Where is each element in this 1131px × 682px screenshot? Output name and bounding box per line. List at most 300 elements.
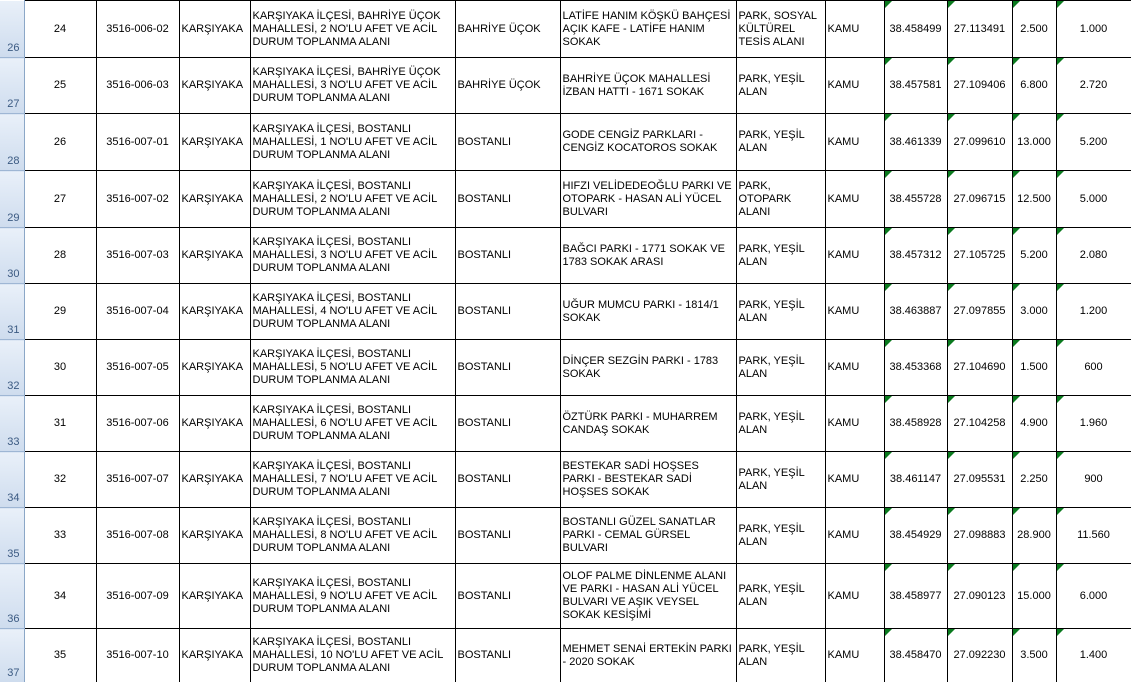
cell-description-text: KARŞIYAKA İLÇESİ, BAHRİYE ÜÇOK MAHALLESİ, 3 NO'LU AFET VE ACİL DURUM TOPLANMA ALANI xyxy=(252,66,441,104)
cell-code[interactable] xyxy=(96,228,179,284)
cell-zone-type[interactable] xyxy=(736,340,825,396)
cell-district[interactable] xyxy=(179,396,250,452)
cell-code[interactable] xyxy=(96,58,179,114)
cell-description[interactable] xyxy=(250,564,455,629)
cell-record-no-text: 31 xyxy=(53,417,67,429)
cell-longitude[interactable] xyxy=(947,629,1012,682)
cell-code[interactable] xyxy=(96,284,179,340)
cell-record-no-text: 26 xyxy=(53,135,67,148)
cell-code[interactable] xyxy=(96,629,179,682)
cell-description[interactable] xyxy=(250,396,455,452)
row-header[interactable] xyxy=(0,564,24,629)
error-indicator-icon xyxy=(1013,340,1020,347)
cell-ownership[interactable] xyxy=(825,1,884,58)
error-indicator-icon xyxy=(1057,452,1064,459)
cell-code-text: 3516-006-02 xyxy=(106,22,169,35)
cell-latitude-text: 38.458928 xyxy=(889,417,942,429)
row-header[interactable] xyxy=(0,58,24,114)
cell-longitude-text: 27.104258 xyxy=(953,417,1006,429)
cell-latitude[interactable] xyxy=(884,508,947,564)
cell-latitude[interactable] xyxy=(884,58,947,114)
error-indicator-icon xyxy=(1057,1,1064,8)
row-number: 27 xyxy=(7,98,20,110)
cell-code[interactable] xyxy=(96,171,179,228)
cell-district[interactable] xyxy=(179,114,250,171)
cell-record-no[interactable] xyxy=(24,284,96,340)
error-indicator-icon xyxy=(948,564,955,571)
row-header[interactable] xyxy=(0,1,24,58)
cell-description-text: KARŞIYAKA İLÇESİ, BOSTANLI MAHALLESİ, 6 NO'LU AFET VE ACİL DURUM TOPLANMA ALANI xyxy=(252,404,437,442)
cell-site-name[interactable] xyxy=(560,58,736,114)
cell-longitude-text: 27.096715 xyxy=(953,192,1006,205)
cell-neighborhood-text: BAHRİYE ÜÇOK xyxy=(457,22,541,35)
cell-site-name[interactable] xyxy=(560,629,736,682)
table-row xyxy=(0,114,1131,171)
cell-district[interactable] xyxy=(179,171,250,228)
cell-longitude[interactable] xyxy=(947,58,1012,114)
cell-description-text: KARŞIYAKA İLÇESİ, BOSTANLI MAHALLESİ, 2 NO'LU AFET VE ACİL DURUM TOPLANMA ALANI xyxy=(252,179,437,218)
cell-zone-type-text: PARK, YEŞİL ALAN xyxy=(738,522,805,548)
cell-neighborhood[interactable] xyxy=(455,564,560,629)
cell-zone-type[interactable] xyxy=(736,228,825,284)
cell-site-name[interactable] xyxy=(560,1,736,58)
cell-value-1[interactable] xyxy=(1012,452,1056,508)
cell-longitude-text: 27.105725 xyxy=(953,249,1006,261)
error-indicator-icon xyxy=(885,1,892,8)
cell-value-2[interactable] xyxy=(1056,452,1131,508)
error-indicator-icon xyxy=(1057,114,1064,121)
error-indicator-icon xyxy=(885,508,892,515)
cell-value-1[interactable] xyxy=(1012,564,1056,629)
cell-site-name-text: BAHRİYE ÜÇOK MAHALLESİ İZBAN HATTI - 1671 SOKAK xyxy=(562,72,711,98)
cell-value-2[interactable] xyxy=(1056,1,1131,58)
cell-district[interactable] xyxy=(179,452,250,508)
error-indicator-icon xyxy=(1013,58,1020,65)
row-number: 33 xyxy=(7,436,20,448)
cell-site-name-text: BOSTANLI GÜZEL SANATLAR PARKI - CEMAL GÜRSEL BULVARI xyxy=(562,516,716,554)
cell-code[interactable] xyxy=(96,114,179,171)
row-number: 36 xyxy=(7,613,20,625)
cell-value-1[interactable] xyxy=(1012,396,1056,452)
cell-district[interactable] xyxy=(179,508,250,564)
cell-neighborhood-text: BOSTANLI xyxy=(457,192,512,205)
cell-site-name[interactable] xyxy=(560,564,736,629)
cell-record-no[interactable] xyxy=(24,452,96,508)
cell-value-1[interactable] xyxy=(1012,629,1056,682)
row-number: 30 xyxy=(7,268,20,280)
cell-value-2[interactable] xyxy=(1056,564,1131,629)
cell-ownership[interactable] xyxy=(825,629,884,682)
cell-site-name[interactable] xyxy=(560,228,736,284)
cell-description-text: KARŞIYAKA İLÇESİ, BOSTANLI MAHALLESİ, 4 NO'LU AFET VE ACİL DURUM TOPLANMA ALANI xyxy=(252,292,437,330)
cell-value-2[interactable] xyxy=(1056,508,1131,564)
cell-zone-type[interactable] xyxy=(736,58,825,114)
cell-ownership-text: KAMU xyxy=(827,249,860,261)
cell-zone-type[interactable] xyxy=(736,629,825,682)
cell-description[interactable] xyxy=(250,58,455,114)
cell-site-name[interactable] xyxy=(560,452,736,508)
cell-record-no[interactable] xyxy=(24,114,96,171)
error-indicator-icon xyxy=(885,564,892,571)
error-indicator-icon xyxy=(885,452,892,459)
cell-zone-type[interactable] xyxy=(736,564,825,629)
error-indicator-icon xyxy=(885,114,892,121)
cell-district[interactable] xyxy=(179,58,250,114)
cell-zone-type[interactable] xyxy=(736,284,825,340)
cell-ownership[interactable] xyxy=(825,228,884,284)
cell-district[interactable] xyxy=(179,284,250,340)
cell-ownership[interactable] xyxy=(825,171,884,228)
row-number: 32 xyxy=(7,380,20,392)
cell-neighborhood[interactable] xyxy=(455,629,560,682)
cell-value-2[interactable] xyxy=(1056,171,1131,228)
error-indicator-icon xyxy=(1013,114,1020,121)
cell-description[interactable] xyxy=(250,508,455,564)
cell-value-2[interactable] xyxy=(1056,340,1131,396)
cell-latitude-text: 38.457581 xyxy=(889,79,942,91)
error-indicator-icon xyxy=(948,58,955,65)
cell-district-text: KARŞIYAKA xyxy=(181,529,244,541)
cell-record-no[interactable] xyxy=(24,629,96,682)
cell-code[interactable] xyxy=(96,1,179,58)
cell-longitude[interactable] xyxy=(947,1,1012,58)
cell-value-2-text: 6.000 xyxy=(1079,589,1108,602)
cell-value-1[interactable] xyxy=(1012,58,1056,114)
cell-site-name-text: DİNÇER SEZGİN PARKI - 1783 SOKAK xyxy=(562,354,719,380)
table-row xyxy=(0,171,1131,228)
cell-latitude[interactable] xyxy=(884,340,947,396)
row-header[interactable] xyxy=(0,114,24,171)
cell-longitude[interactable] xyxy=(947,452,1012,508)
cell-value-1[interactable] xyxy=(1012,1,1056,58)
error-indicator-icon xyxy=(1057,508,1064,515)
cell-value-1[interactable] xyxy=(1012,228,1056,284)
cell-zone-type-text: PARK, YEŞİL ALAN xyxy=(738,242,805,268)
cell-ownership-text: KAMU xyxy=(827,649,860,661)
cell-zone-type-text: PARK, YEŞİL ALAN xyxy=(738,129,805,154)
cell-ownership[interactable] xyxy=(825,284,884,340)
cell-record-no[interactable] xyxy=(24,58,96,114)
cell-code-text: 3516-007-08 xyxy=(106,529,169,541)
cell-value-2[interactable] xyxy=(1056,114,1131,171)
cell-value-2[interactable] xyxy=(1056,629,1131,682)
cell-longitude-text: 27.099610 xyxy=(953,135,1006,148)
cell-record-no-text: 29 xyxy=(53,305,67,317)
cell-site-name[interactable] xyxy=(560,114,736,171)
table-row xyxy=(0,58,1131,114)
cell-zone-type[interactable] xyxy=(736,508,825,564)
cell-code-text: 3516-007-05 xyxy=(106,361,169,373)
row-header[interactable] xyxy=(0,171,24,228)
cell-value-1-text: 6.800 xyxy=(1020,79,1048,91)
cell-code[interactable] xyxy=(96,452,179,508)
error-indicator-icon xyxy=(885,171,892,178)
cell-value-2-text: 2.080 xyxy=(1079,249,1108,261)
cell-neighborhood-text: BOSTANLI xyxy=(457,589,512,602)
cell-code[interactable] xyxy=(96,564,179,629)
cell-code-text: 3516-007-09 xyxy=(106,589,169,602)
cell-neighborhood-text: BOSTANLI xyxy=(457,529,512,541)
cell-longitude[interactable] xyxy=(947,340,1012,396)
cell-description[interactable] xyxy=(250,452,455,508)
cell-neighborhood[interactable] xyxy=(455,340,560,396)
cell-description-text: KARŞIYAKA İLÇESİ, BOSTANLI MAHALLESİ, 3 NO'LU AFET VE ACİL DURUM TOPLANMA ALANI xyxy=(252,236,437,274)
cell-value-2[interactable] xyxy=(1056,396,1131,452)
cell-site-name[interactable] xyxy=(560,340,736,396)
error-indicator-icon xyxy=(1013,629,1020,636)
cell-zone-type-text: PARK, YEŞİL ALAN xyxy=(738,466,805,492)
cell-zone-type[interactable] xyxy=(736,114,825,171)
cell-description[interactable] xyxy=(250,284,455,340)
cell-latitude[interactable] xyxy=(884,452,947,508)
cell-record-no[interactable] xyxy=(24,564,96,629)
cell-code[interactable] xyxy=(96,508,179,564)
cell-value-2-text: 1.960 xyxy=(1079,417,1108,429)
cell-neighborhood[interactable] xyxy=(455,171,560,228)
cell-zone-type[interactable] xyxy=(736,171,825,228)
row-header[interactable] xyxy=(0,284,24,340)
cell-value-1[interactable] xyxy=(1012,171,1056,228)
cell-record-no-text: 32 xyxy=(53,473,67,485)
row-number: 34 xyxy=(7,492,20,504)
cell-ownership[interactable] xyxy=(825,58,884,114)
cell-record-no-text: 27 xyxy=(53,192,67,205)
cell-latitude[interactable] xyxy=(884,114,947,171)
cell-latitude-text: 38.463887 xyxy=(889,305,942,317)
cell-value-1[interactable] xyxy=(1012,340,1056,396)
cell-site-name-text: BESTEKAR SADİ HOŞSES PARKI - BESTEKAR SADİ HOŞSES SOKAK xyxy=(562,460,699,498)
cell-longitude[interactable] xyxy=(947,114,1012,171)
cell-description-text: KARŞIYAKA İLÇESİ, BOSTANLI MAHALLESİ, 8 NO'LU AFET VE ACİL DURUM TOPLANMA ALANI xyxy=(252,516,437,554)
error-indicator-icon xyxy=(1057,58,1064,65)
cell-neighborhood-text: BOSTANLI xyxy=(457,249,512,261)
cell-zone-type[interactable] xyxy=(736,396,825,452)
cell-district[interactable] xyxy=(179,629,250,682)
row-header[interactable] xyxy=(0,508,24,564)
cell-district-text: KARŞIYAKA xyxy=(181,192,244,205)
cell-neighborhood[interactable] xyxy=(455,228,560,284)
cell-latitude[interactable] xyxy=(884,564,947,629)
cell-longitude[interactable] xyxy=(947,508,1012,564)
cell-zone-type[interactable] xyxy=(736,452,825,508)
cell-longitude[interactable] xyxy=(947,396,1012,452)
cell-record-no-text: 24 xyxy=(53,22,67,35)
cell-neighborhood-text: BOSTANLI xyxy=(457,417,512,429)
cell-code-text: 3516-007-01 xyxy=(106,135,169,148)
cell-latitude-text: 38.457312 xyxy=(889,249,942,261)
cell-latitude[interactable] xyxy=(884,629,947,682)
cell-ownership-text: KAMU xyxy=(827,529,860,541)
cell-site-name[interactable] xyxy=(560,508,736,564)
cell-district-text: KARŞIYAKA xyxy=(181,22,244,35)
cell-ownership[interactable] xyxy=(825,114,884,171)
cell-value-2-text: 1.400 xyxy=(1079,649,1108,661)
cell-value-2-text: 5.200 xyxy=(1079,135,1108,148)
cell-site-name[interactable] xyxy=(560,171,736,228)
cell-description[interactable] xyxy=(250,629,455,682)
cell-latitude[interactable] xyxy=(884,171,947,228)
cell-value-1[interactable] xyxy=(1012,508,1056,564)
cell-ownership-text: KAMU xyxy=(827,589,860,602)
cell-record-no[interactable] xyxy=(24,396,96,452)
cell-zone-type-text: PARK, YEŞİL ALAN xyxy=(738,72,805,98)
error-indicator-icon xyxy=(948,171,955,178)
cell-neighborhood-text: BOSTANLI xyxy=(457,361,512,373)
cell-value-1-text: 28.900 xyxy=(1017,529,1051,541)
cell-ownership-text: KAMU xyxy=(827,22,860,35)
cell-longitude-text: 27.092230 xyxy=(953,649,1006,661)
cell-record-no-text: 33 xyxy=(53,529,67,541)
cell-description-text: KARŞIYAKA İLÇESİ, BAHRİYE ÜÇOK MAHALLESİ, 2 NO'LU AFET VE ACİL DURUM TOPLANMA ALANI xyxy=(252,9,441,48)
row-number: 26 xyxy=(7,42,20,54)
error-indicator-icon xyxy=(948,1,955,8)
table-row xyxy=(0,508,1131,564)
cell-value-2-text: 2.720 xyxy=(1079,79,1108,91)
cell-district[interactable] xyxy=(179,228,250,284)
cell-zone-type-text: PARK, YEŞİL ALAN xyxy=(738,410,805,436)
row-number: 37 xyxy=(7,667,20,679)
error-indicator-icon xyxy=(948,340,955,347)
cell-record-no[interactable] xyxy=(24,340,96,396)
cell-district[interactable] xyxy=(179,1,250,58)
cell-site-name[interactable] xyxy=(560,284,736,340)
error-indicator-icon xyxy=(948,396,955,403)
cell-record-no[interactable] xyxy=(24,171,96,228)
cell-site-name-text: LATİFE HANIM KÖŞKÜ BAHÇESİ AÇIK KAFE - LATİFE HANIM SOKAK xyxy=(562,9,731,48)
cell-description-text: KARŞIYAKA İLÇESİ, BOSTANLI MAHALLESİ, 7 NO'LU AFET VE ACİL DURUM TOPLANMA ALANI xyxy=(252,460,437,498)
cell-code[interactable] xyxy=(96,340,179,396)
cell-district-text: KARŞIYAKA xyxy=(181,305,244,317)
cell-latitude[interactable] xyxy=(884,1,947,58)
error-indicator-icon xyxy=(1057,396,1064,403)
cell-code-text: 3516-007-04 xyxy=(106,305,169,317)
cell-district[interactable] xyxy=(179,564,250,629)
cell-description[interactable] xyxy=(250,171,455,228)
cell-neighborhood-text: BOSTANLI xyxy=(457,649,512,661)
cell-site-name[interactable] xyxy=(560,396,736,452)
cell-ownership[interactable] xyxy=(825,508,884,564)
cell-code-text: 3516-007-02 xyxy=(106,192,169,205)
cell-ownership[interactable] xyxy=(825,396,884,452)
table-row xyxy=(0,340,1131,396)
cell-neighborhood[interactable] xyxy=(455,452,560,508)
cell-ownership[interactable] xyxy=(825,564,884,629)
table-row xyxy=(0,564,1131,629)
row-header[interactable] xyxy=(0,396,24,452)
cell-district-text: KARŞIYAKA xyxy=(181,417,244,429)
cell-code[interactable] xyxy=(96,396,179,452)
row-header[interactable] xyxy=(0,452,24,508)
cell-longitude[interactable] xyxy=(947,171,1012,228)
cell-latitude-text: 38.458470 xyxy=(889,649,942,661)
error-indicator-icon xyxy=(885,228,892,235)
cell-description-text: KARŞIYAKA İLÇESİ, BOSTANLI MAHALLESİ, 10 NO'LU AFET VE ACİL DURUM TOPLANMA ALANI xyxy=(252,636,443,674)
row-number: 29 xyxy=(7,212,20,224)
cell-zone-type-text: PARK, YEŞİL ALAN xyxy=(738,298,805,324)
error-indicator-icon xyxy=(885,396,892,403)
cell-value-1[interactable] xyxy=(1012,284,1056,340)
cell-value-2[interactable] xyxy=(1056,58,1131,114)
cell-site-name-text: BAĞCI PARKI - 1771 SOKAK VE 1783 SOKAK ARASI xyxy=(562,242,725,268)
cell-value-1-text: 3.000 xyxy=(1020,305,1048,317)
row-header[interactable] xyxy=(0,228,24,284)
cell-latitude-text: 38.455728 xyxy=(889,192,942,205)
cell-latitude-text: 38.461339 xyxy=(889,135,942,148)
error-indicator-icon xyxy=(1057,228,1064,235)
cell-neighborhood[interactable] xyxy=(455,1,560,58)
table-row xyxy=(0,396,1131,452)
cell-description[interactable] xyxy=(250,1,455,58)
cell-description[interactable] xyxy=(250,114,455,171)
row-header[interactable] xyxy=(0,340,24,396)
table-row xyxy=(0,452,1131,508)
cell-latitude-text: 38.453368 xyxy=(889,361,942,373)
cell-record-no[interactable] xyxy=(24,228,96,284)
error-indicator-icon xyxy=(1013,1,1020,8)
cell-value-1-text: 15.000 xyxy=(1017,589,1051,602)
cell-ownership[interactable] xyxy=(825,452,884,508)
cell-district-text: KARŞIYAKA xyxy=(181,589,244,602)
cell-longitude[interactable] xyxy=(947,564,1012,629)
error-indicator-icon xyxy=(1013,396,1020,403)
cell-neighborhood[interactable] xyxy=(455,284,560,340)
cell-description[interactable] xyxy=(250,228,455,284)
cell-code-text: 3516-007-07 xyxy=(106,473,169,485)
cell-neighborhood[interactable] xyxy=(455,396,560,452)
cell-longitude[interactable] xyxy=(947,228,1012,284)
cell-value-1[interactable] xyxy=(1012,114,1056,171)
row-header[interactable] xyxy=(0,629,24,682)
cell-value-2[interactable] xyxy=(1056,284,1131,340)
cell-latitude[interactable] xyxy=(884,284,947,340)
cell-ownership-text: KAMU xyxy=(827,361,860,373)
error-indicator-icon xyxy=(1057,564,1064,571)
table-row xyxy=(0,284,1131,340)
cell-record-no-text: 25 xyxy=(53,79,67,91)
cell-value-2-text: 600 xyxy=(1084,361,1103,373)
cell-longitude[interactable] xyxy=(947,284,1012,340)
error-indicator-icon xyxy=(1057,171,1064,178)
cell-longitude-text: 27.113491 xyxy=(953,22,1006,35)
cell-zone-type-text: PARK, SOSYAL KÜLTÜREL TESİS ALANI xyxy=(738,9,817,48)
cell-site-name-text: UĞUR MUMCU PARKI - 1814/1 SOKAK xyxy=(562,298,719,324)
cell-neighborhood[interactable] xyxy=(455,58,560,114)
row-number: 28 xyxy=(7,155,20,167)
cell-latitude[interactable] xyxy=(884,228,947,284)
cell-record-no[interactable] xyxy=(24,1,96,58)
cell-value-1-text: 5.200 xyxy=(1020,249,1048,261)
cell-value-2[interactable] xyxy=(1056,228,1131,284)
cell-longitude-text: 27.095531 xyxy=(953,473,1006,485)
cell-description[interactable] xyxy=(250,340,455,396)
cell-value-2-text: 11.560 xyxy=(1077,529,1110,541)
cell-latitude-text: 38.458977 xyxy=(889,589,942,602)
cell-district-text: KARŞIYAKA xyxy=(181,361,244,373)
cell-latitude[interactable] xyxy=(884,396,947,452)
cell-latitude-text: 38.458499 xyxy=(889,22,942,35)
error-indicator-icon xyxy=(1057,629,1064,636)
error-indicator-icon xyxy=(885,58,892,65)
cell-neighborhood[interactable] xyxy=(455,508,560,564)
cell-zone-type[interactable] xyxy=(736,1,825,58)
cell-record-no[interactable] xyxy=(24,508,96,564)
cell-description-text: KARŞIYAKA İLÇESİ, BOSTANLI MAHALLESİ, 1 NO'LU AFET VE ACİL DURUM TOPLANMA ALANI xyxy=(252,122,437,161)
cell-ownership[interactable] xyxy=(825,340,884,396)
cell-longitude-text: 27.104690 xyxy=(953,361,1006,373)
cell-district-text: KARŞIYAKA xyxy=(181,649,244,661)
cell-neighborhood[interactable] xyxy=(455,114,560,171)
cell-district[interactable] xyxy=(179,340,250,396)
